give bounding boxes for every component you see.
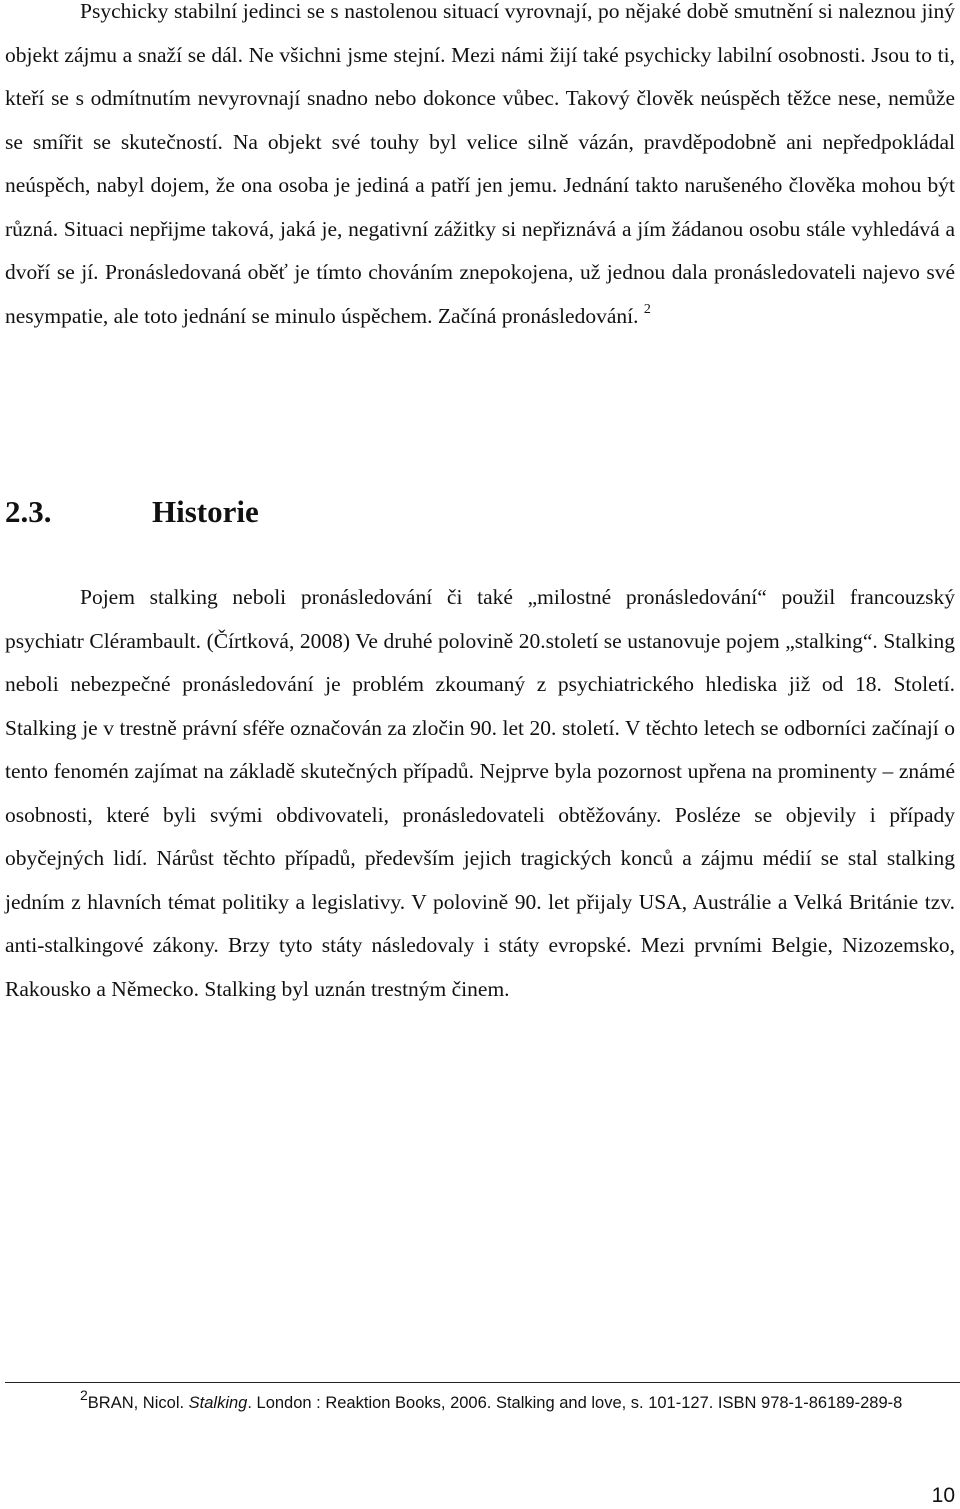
page-number: 10 bbox=[931, 1484, 955, 1507]
section-number: 2.3. bbox=[5, 494, 52, 529]
footnote-reference[interactable]: 2 bbox=[643, 301, 651, 317]
footnote-number: 2 bbox=[80, 1387, 88, 1403]
footnote-text-end: . London : Reaktion Books, 2006. Stalking and love, s. 101-127. ISBN 978-1-86189-289-8 bbox=[247, 1394, 903, 1412]
body-paragraph-2: Pojem stalking neboli pronásledování či také „milostné pronásledování“ použil francouzský psychiatr Clérambault. (Čírtková, 2008) Ve druhé polovině 20.století se ustanovuje pojem „stalking“. Stalking neboli nebezpečné pronásledování je problém zkoumaný z psychiatrického hlediska již od 18. Století. Stalking je v trestně právní sféře označován za zločin 90. let 20. století. V těchto letech se odborníci začínají o tento fenomén zajímat na základě skutečných případů. Nejprve byla pozornost upřena na prominenty – známé osobnosti, které byli svými obdivovateli, pronásledovateli obtěžovány. Posléze se objevily i případy obyčejných lidí. Nárůst těchto případů, především jejich tragických konců a zájmu médií se stal stalking jedním z hlavních témat politiky a legislativy. V polovině 90. let přijaly USA, Austrálie a Velká Británie tzv. anti-stalkingové zákony. Brzy tyto státy následovaly i státy evropské. Mezi prvními Belgie, Nizozemsko, Rakousko a Německo. Stalking byl uznán trestným činem. bbox=[5, 585, 955, 1001]
section-heading bbox=[5, 494, 259, 530]
footnote-text-start: BRAN, Nicol. bbox=[87, 1394, 189, 1412]
paragraph-1-text: Psychicky stabilní jedinci se s nastolenou situací vyrovnají, po nějaké době smutnění si naleznou jiný objekt zájmu a snaží se dál. Ne všichni jsme stejní. Mezi námi žijí také psychicky labilní osobnosti. Jsou to ti, kteří se s odmítnutím nevyrovnají snadno nebo dokonce vůbec. Takový člověk neúspěch těžce nese, nemůže se smířit se skutečností. Na objekt své touhy byl velice silně vázán, pravděpodobně ani nepředpokládal neúspěch, nabyl dojem, že ona osoba je jediná a patří jen jemu. Jednání takto narušeného člověka mohou být různá. Situaci nepřijme taková, jaká je, negativní zážitky si nepřiznává a jím žádanou osobu stále vyhledává a dvoří se jí. Pronásledovaná oběť je tímto chováním znepokojena, už jednou dala pronásledovateli najevo své nesympatie, ale toto jednání se minulo úspěchem. Začíná pronásledování. bbox=[5, 0, 955, 328]
footnote bbox=[5, 1386, 950, 1420]
footnote-separator bbox=[5, 1382, 960, 1383]
body-paragraph-1 bbox=[5, 0, 955, 338]
section-title: Historie bbox=[152, 494, 259, 529]
footnote-book-title: Stalking bbox=[188, 1394, 248, 1412]
